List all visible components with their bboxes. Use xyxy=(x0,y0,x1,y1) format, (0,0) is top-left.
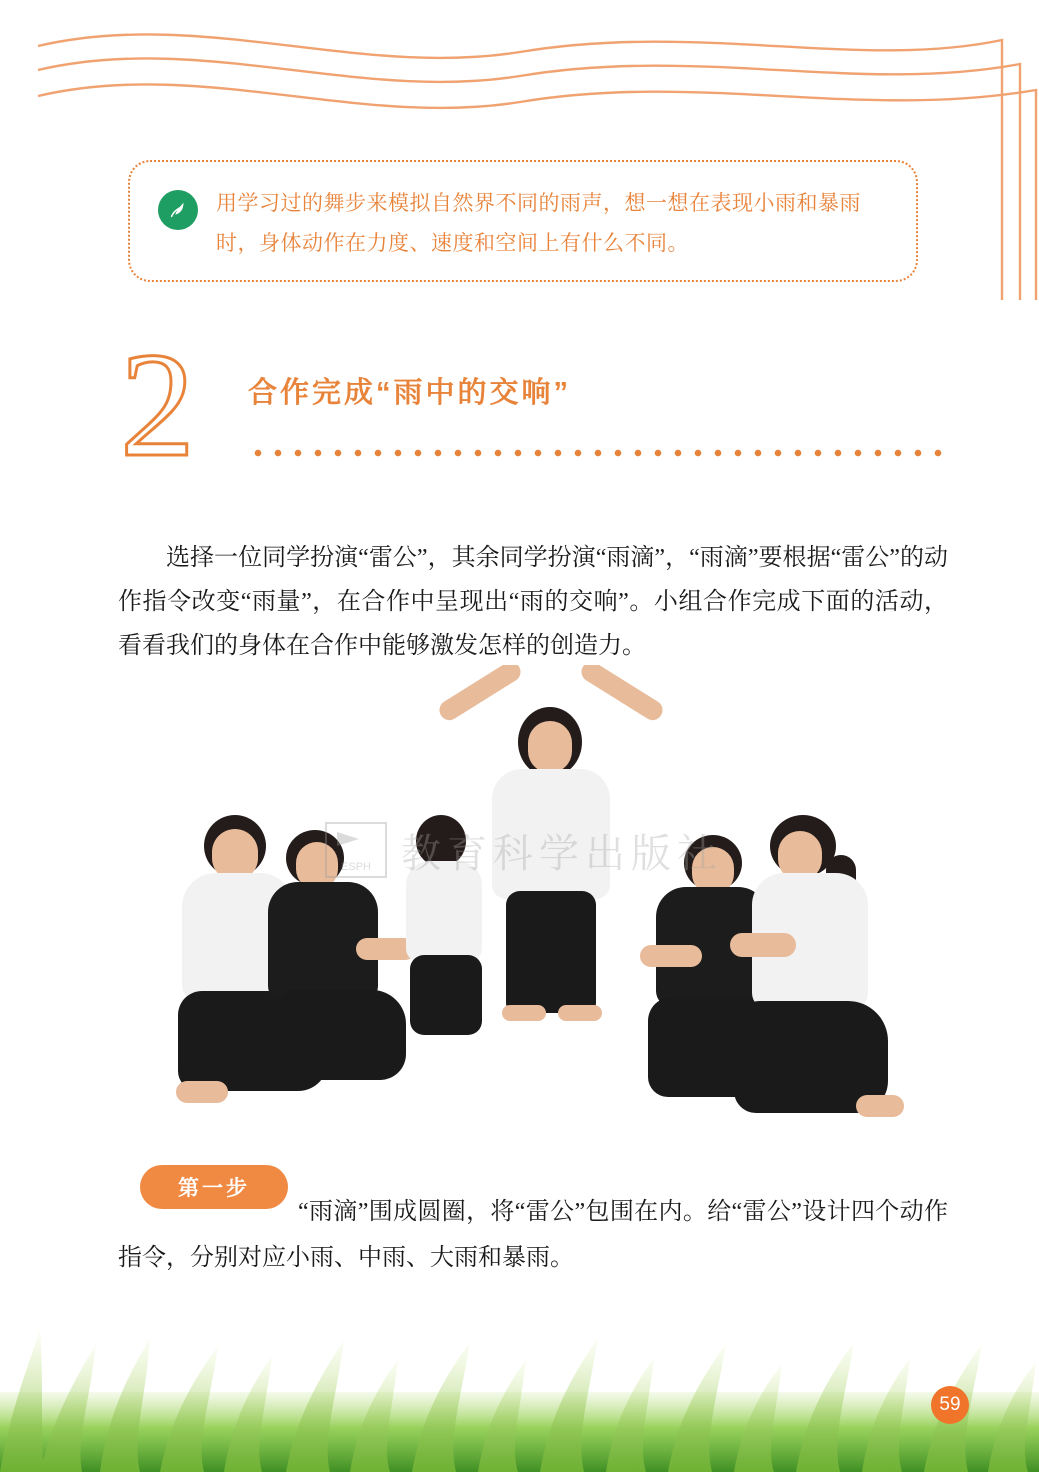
activity-photo xyxy=(140,665,930,1135)
publisher-logo-icon: ESPH xyxy=(325,822,387,878)
tip-text: 用学习过的舞步来模拟自然界不同的雨声，想一想在表现小雨和暴雨时，身体动作在力度、速度和空间上有什么不同。 xyxy=(216,192,861,255)
page-number: 59 xyxy=(931,1386,969,1424)
step-paragraph: “雨滴”围成圆圈，将“雷公”包围在内。给“雷公”设计四个动作指令，分别对应小雨、中雨、大雨和暴雨。 xyxy=(118,1199,948,1271)
publisher-watermark xyxy=(325,815,745,885)
dotted-divider xyxy=(248,448,948,458)
section-number: 2 xyxy=(120,322,195,488)
grass-decoration xyxy=(0,1272,1039,1472)
tip-callout xyxy=(128,160,918,282)
section-title: 合作完成“雨中的交响” xyxy=(248,377,572,409)
body-paragraph: 选择一位同学扮演“雷公”，其余同学扮演“雨滴”，“雨滴”要根据“雷公”的动作指令改变“雨量”，在合作中呈现出“雨的交响”。小组合作完成下面的活动，看看我们的身体在合作中能够激发怎样的创造力。 xyxy=(118,545,948,659)
leaf-icon xyxy=(158,190,198,230)
photo-person-right-white xyxy=(730,815,910,1135)
publisher-name: 教育科学出版社 xyxy=(401,830,723,876)
step-badge: 第一步 xyxy=(140,1165,288,1209)
